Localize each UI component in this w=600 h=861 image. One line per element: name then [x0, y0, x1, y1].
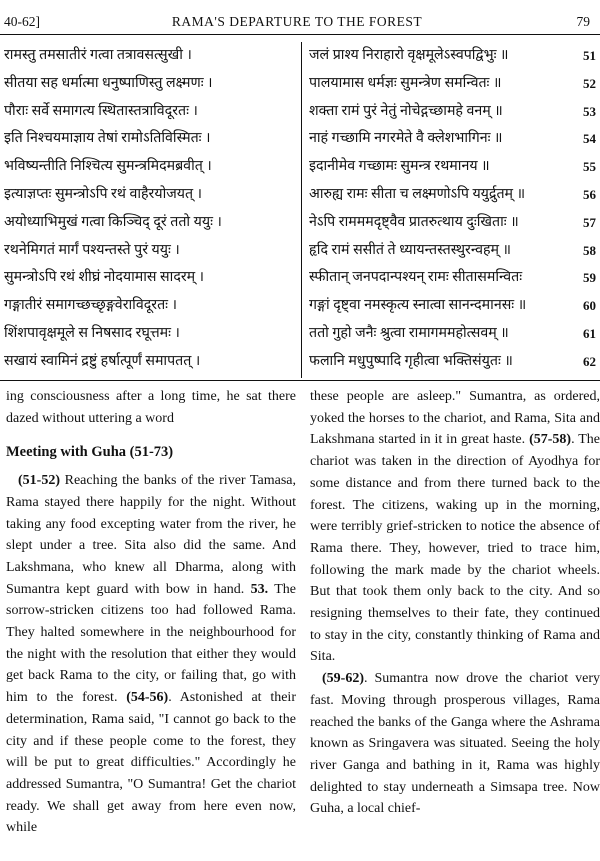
- paragraph: [6, 470, 296, 839]
- header-rule: [0, 34, 600, 35]
- paragraph-text: The sorrow-stricken citizens too had followed Rama. They halted somewhere in the neighbourhood for the night with the resolution that either they would get back Rama to the city, or failing that, go with him to the forest.: [6, 581, 296, 706]
- verse-row: [4, 264, 596, 291]
- verse-line-left: सखायं स्वामिनं द्रष्टुं हर्षात्पूर्णं समापतत् ।: [4, 352, 201, 369]
- paragraph: [310, 386, 600, 668]
- chapter-title: RAMA'S DEPARTURE TO THE FOREST: [171, 14, 423, 29]
- verse-number: 52: [583, 75, 596, 91]
- verse-line-left: सीतया सह धर्मात्मा धनुष्पाणिस्तु लक्ष्मणः ।: [4, 74, 213, 91]
- verse-line-right: हृदि रामं ससीतं ते ध्यायन्तस्तस्थुरन्वहम् ॥: [309, 241, 512, 258]
- translation-column-right: [310, 386, 600, 820]
- verse-number: 62: [583, 353, 596, 369]
- verse-number: 53: [583, 103, 596, 119]
- verse-reference: (54-56): [126, 690, 169, 706]
- verse-line-left: सुमन्त्रोऽपि रथं शीघ्रं नोदयामास सादरम् ।: [4, 269, 205, 286]
- verse-line-left: रामस्तु तमसातीरं गत्वा तत्रावसत्सुखी ।: [4, 47, 192, 63]
- verse-line-left: अयोध्याभिमुखं गत्वा किञ्चिद् दूरं ततो ययुः ।: [4, 213, 222, 230]
- paragraph-text: Reaching the banks of the river Tamasa, Rama stayed there happily for the night. Without taking any food excepting water from the river, he slept under a tree. Sita also did the same. And Lakshmana, who knew all Dharma, along with Sumantra kept guard with bow in hand.: [6, 473, 296, 597]
- verse-range: 40-62]: [4, 14, 40, 29]
- verse-row: [4, 153, 596, 180]
- verse-reference: (51-52): [18, 473, 60, 489]
- verse-reference: (59-62): [322, 671, 364, 687]
- verse-line-right: ततो गुहो जनैः श्रुत्वा रामागममहोत्सवम् ॥: [309, 325, 509, 341]
- verse-line-right: नाहं गच्छामि नगरमेते वै क्लेशभागिनः ॥: [309, 130, 503, 147]
- verse-line-left: इति निश्चयमाज्ञाय तेषां रामोऽतिविस्मितः ।: [4, 130, 211, 147]
- page-number: 79: [576, 14, 590, 29]
- verse-line-right: जलं प्राश्य निराहारो वृक्षमूलेऽस्वपद्विभुः ॥: [309, 47, 509, 63]
- verse-translation-rule: [0, 380, 600, 381]
- verse-number: 57: [583, 214, 596, 230]
- verse-number: 60: [583, 298, 596, 314]
- verse-row: [4, 42, 596, 69]
- translation-column-left: [6, 386, 296, 839]
- verse-number: 56: [583, 187, 596, 202]
- paragraph: [310, 668, 600, 820]
- verse-number: 51: [583, 48, 596, 63]
- verse-row: [4, 348, 596, 375]
- verse-number: 58: [583, 242, 596, 258]
- verse-line-right: स्फीतान् जनपदान्पश्यन् रामः सीतासमन्वितः: [309, 269, 523, 286]
- sanskrit-verses: [4, 42, 596, 378]
- verse-line-left: गङ्गातीरं समागच्छच्छृङ्गवेराविदूरतः ।: [4, 297, 177, 314]
- verse-row: [4, 125, 596, 152]
- verse-line-right: आरुह्य रामः सीता च लक्ष्मणोऽपि ययुर्द्रुतम् ॥: [309, 186, 526, 202]
- paragraph-text: . The chariot was taken in the direction of Ayodhya for some distance and from there turned back to the forest. The citizens, waking up in the morning, were terribly grief-stricken to notice the absence of Rama there. They, however, tried to trace him, following the mark made by the chariot wheels. But that took them only back to the city. And so resigning themselves to their fate, they continued to stay in the city, constantly thinking of Rama and Sita.: [310, 432, 600, 665]
- verse-reference: 53.: [250, 581, 269, 597]
- verse-line-right: फलानि मधुपुष्पादि गृहीत्वा भक्तिसंयुतः ॥: [309, 352, 513, 369]
- verse-line-left: इत्याज्ञप्तः सुमन्त्रोऽपि रथं वाहैरयोजयत् ।: [4, 186, 203, 202]
- verse-line-left: पौराः सर्वे समागत्य स्थितास्तत्राविदूरतः ।: [4, 102, 198, 119]
- verse-row: [4, 292, 596, 319]
- verse-row: [4, 98, 596, 125]
- paragraph-text: . Sumantra now drove the chariot very fast. Moving through prosperous villages, Rama reached the banks of the Ganga where the Ashrama known as Sringavera was situated. Seeing the holy river Ganga and bathing in it, Rama was highly delighted to stay underneath a Simsapa tree. Now Guha, a local chief-: [310, 671, 600, 817]
- verse-line-right: गङ्गां दृष्ट्वा नमस्कृत्य स्नात्वा सानन्दमानसः ॥: [309, 297, 527, 314]
- verse-reference: (57-58): [529, 432, 572, 448]
- verse-number: 59: [583, 270, 596, 286]
- verse-row: [4, 70, 596, 97]
- verse-number: 61: [583, 326, 596, 341]
- paragraph-text: . Astonished at their determination, Rama said, "I cannot go back to the city and if these people come to the forest, they will be put to great difficulties." Accordingly he addressed Sumantra, "O Sumantra! Get the chariot ready. We shall get away from here even now, while: [6, 690, 296, 836]
- running-header: [4, 10, 590, 32]
- verse-number: 55: [583, 159, 596, 175]
- paragraph-text: these people are asleep." Sumantra, as ordered, yoked the horses to the chariot, and Rama, Sita and Lakshmana started in it in great haste.: [310, 389, 600, 448]
- verse-row: [4, 320, 596, 347]
- verse-line-right: इदानीमेव गच्छामः सुमन्त्र रथमानय ॥: [309, 158, 490, 175]
- verse-line-right: पालयामास धर्मज्ञः सुमन्त्रेण समन्वितः ॥: [309, 74, 502, 91]
- verse-row: [4, 181, 596, 208]
- verse-row: [4, 209, 596, 236]
- verse-line-left: भविष्यन्तीति निश्चित्य सुमन्त्रमिदमब्रवीत् ।: [4, 158, 212, 175]
- verse-line-right: नेऽपि रामममदृष्ट्वैव प्रातरुत्थाय दुःखिताः ॥: [309, 213, 519, 230]
- verse-number: 54: [583, 131, 596, 147]
- verse-line-left: शिंशपावृक्षमूले स निषसाद रघूत्तमः ।: [4, 325, 180, 341]
- verse-line-left: रथनेमिगतं मार्गं पश्यन्तस्ते पुरं ययुः ।: [4, 241, 180, 258]
- continuation-paragraph: ing consciousness after a long time, he sat there dazed without uttering a word: [6, 389, 296, 426]
- verse-row: [4, 237, 596, 264]
- verse-line-right: शक्ता रामं पुरं नेतुं नोचेद्गच्छामहे वनम् ॥: [309, 102, 503, 119]
- section-heading: Meeting with Guha (51-73): [6, 444, 174, 461]
